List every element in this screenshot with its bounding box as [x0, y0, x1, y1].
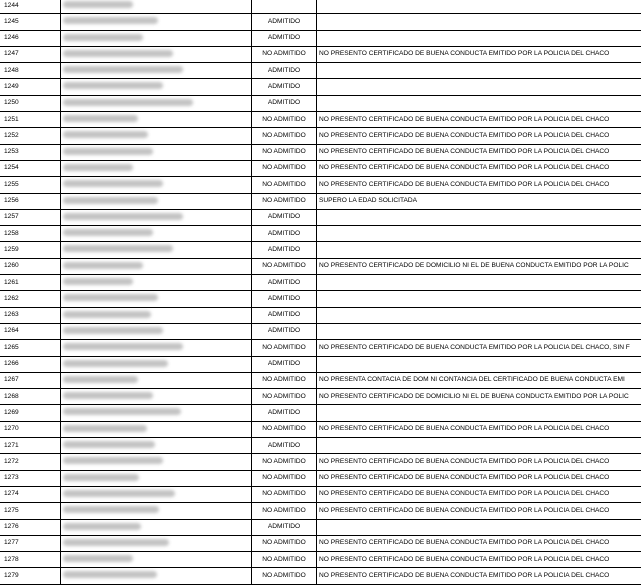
redacted-name	[63, 408, 181, 415]
row-number-cell[interactable]: 1270	[0, 421, 61, 437]
observation-cell[interactable]: SUPERO LA EDAD SOLICITADA	[317, 193, 641, 209]
name-cell[interactable]	[61, 46, 252, 62]
row-number-cell[interactable]: 1257	[0, 209, 61, 225]
status-cell[interactable]: NO ADMITIDO	[252, 389, 317, 405]
status-cell[interactable]: ADMITIDO	[252, 438, 317, 454]
name-cell[interactable]	[61, 128, 252, 144]
redacted-name	[63, 99, 193, 106]
row-number-cell[interactable]: 1251	[0, 112, 61, 128]
observation-cell[interactable]: NO PRESENTO CERTIFICADO DE BUENA CONDUCTA EMITIDO POR LA POLICIA DEL CHACO	[317, 470, 641, 486]
name-cell[interactable]	[61, 535, 252, 551]
row-number-cell[interactable]: 1274	[0, 486, 61, 502]
table-row	[0, 209, 641, 225]
table-row	[0, 470, 641, 486]
table-row	[0, 275, 641, 291]
observation-cell[interactable]	[317, 291, 641, 307]
observation-cell[interactable]	[317, 275, 641, 291]
redacted-name	[63, 180, 163, 187]
status-cell[interactable]: NO ADMITIDO	[252, 144, 317, 160]
name-cell[interactable]	[61, 14, 252, 30]
name-cell[interactable]	[61, 486, 252, 502]
table-row	[0, 340, 641, 356]
observation-cell[interactable]: NO PRESENTO CERTIFICADO DE BUENA CONDUCTA EMITIDO POR LA POLICIA DEL CHACO	[317, 112, 641, 128]
redacted-name	[63, 262, 143, 269]
table-row	[0, 46, 641, 62]
name-cell[interactable]	[61, 63, 252, 79]
status-cell[interactable]: NO ADMITIDO	[252, 470, 317, 486]
table-row	[0, 112, 641, 128]
table-row	[0, 193, 641, 209]
table-row	[0, 30, 641, 46]
redacted-name	[63, 539, 169, 546]
observation-cell[interactable]	[317, 95, 641, 111]
name-cell[interactable]	[61, 405, 252, 421]
status-cell[interactable]: NO ADMITIDO	[252, 535, 317, 551]
observation-cell[interactable]	[317, 519, 641, 535]
row-number-cell[interactable]: 1247	[0, 46, 61, 62]
name-cell[interactable]	[61, 372, 252, 388]
table-row	[0, 552, 641, 568]
observation-cell[interactable]: NO PRESENTO CERTIFICADO DE BUENA CONDUCTA EMITIDO POR LA POLICIA DEL CHACO	[317, 552, 641, 568]
row-number-cell[interactable]: 1276	[0, 519, 61, 535]
observation-cell[interactable]: NO PRESENTO CERTIFICADO DE DOMICILIO NI EL DE BUENA CONDUCTA EMITIDO POR LA POLIC	[317, 389, 641, 405]
name-cell[interactable]	[61, 454, 252, 470]
status-cell[interactable]: ADMITIDO	[252, 275, 317, 291]
redacted-name	[63, 392, 153, 399]
observation-cell[interactable]	[317, 226, 641, 242]
table-row	[0, 323, 641, 339]
status-cell[interactable]: ADMITIDO	[252, 405, 317, 421]
observation-cell[interactable]: NO PRESENTO CERTIFICADO DE BUENA CONDUCTA EMITIDO POR LA POLICIA DEL CHACO	[317, 568, 641, 584]
row-number-cell[interactable]: 1265	[0, 340, 61, 356]
observation-cell[interactable]: NO PRESENTO CERTIFICADO DE BUENA CONDUCTA EMITIDO POR LA POLICIA DEL CHACO, SIN F	[317, 340, 641, 356]
status-cell[interactable]: NO ADMITIDO	[252, 128, 317, 144]
observation-cell[interactable]	[317, 438, 641, 454]
status-cell[interactable]: ADMITIDO	[252, 30, 317, 46]
observation-cell[interactable]: NO PRESENTO CERTIFICADO DE BUENA CONDUCTA EMITIDO POR LA POLICIA DEL CHACO	[317, 177, 641, 193]
redacted-name	[63, 131, 148, 138]
observation-cell[interactable]	[317, 63, 641, 79]
row-number-cell[interactable]: 1255	[0, 177, 61, 193]
row-number-cell[interactable]: 1273	[0, 470, 61, 486]
name-cell[interactable]	[61, 519, 252, 535]
row-number-cell[interactable]: 1254	[0, 160, 61, 176]
row-number-cell[interactable]: 1278	[0, 552, 61, 568]
redacted-name	[63, 294, 158, 301]
status-cell[interactable]: ADMITIDO	[252, 242, 317, 258]
table-row	[0, 160, 641, 176]
status-cell[interactable]: NO ADMITIDO	[252, 160, 317, 176]
name-cell[interactable]	[61, 389, 252, 405]
status-cell[interactable]: ADMITIDO	[252, 307, 317, 323]
status-cell[interactable]: ADMITIDO	[252, 226, 317, 242]
name-cell[interactable]	[61, 323, 252, 339]
redacted-name	[63, 311, 151, 318]
name-cell[interactable]	[61, 568, 252, 584]
table-row	[0, 454, 641, 470]
status-cell[interactable]: ADMITIDO	[252, 95, 317, 111]
status-cell[interactable]: ADMITIDO	[252, 291, 317, 307]
table-row	[0, 389, 641, 405]
observation-cell[interactable]	[317, 307, 641, 323]
table-row	[0, 177, 641, 193]
observation-cell[interactable]	[317, 242, 641, 258]
redacted-name	[63, 474, 139, 481]
row-number-cell[interactable]: 1268	[0, 389, 61, 405]
table-row	[0, 356, 641, 372]
observation-cell[interactable]: NO PRESENTO CERTIFICADO DE BUENA CONDUCTA EMITIDO POR LA POLICIA DEL CHACO	[317, 503, 641, 519]
status-cell[interactable]: NO ADMITIDO	[252, 258, 317, 274]
row-number-cell[interactable]: 1279	[0, 568, 61, 584]
observation-cell[interactable]	[317, 0, 641, 14]
table-row	[0, 307, 641, 323]
status-cell[interactable]: ADMITIDO	[252, 14, 317, 30]
row-number-cell[interactable]: 1264	[0, 323, 61, 339]
name-cell[interactable]	[61, 95, 252, 111]
redacted-name	[63, 34, 143, 41]
row-number-cell[interactable]: 1258	[0, 226, 61, 242]
status-cell[interactable]: NO ADMITIDO	[252, 177, 317, 193]
status-cell[interactable]: NO ADMITIDO	[252, 193, 317, 209]
row-number-cell[interactable]: 1256	[0, 193, 61, 209]
name-cell[interactable]	[61, 160, 252, 176]
status-cell[interactable]: NO ADMITIDO	[252, 486, 317, 502]
redacted-name	[63, 197, 158, 204]
status-cell[interactable]: ADMITIDO	[252, 356, 317, 372]
row-number-cell[interactable]: 1269	[0, 405, 61, 421]
name-cell[interactable]	[61, 258, 252, 274]
status-cell[interactable]: NO ADMITIDO	[252, 552, 317, 568]
row-number-cell[interactable]: 1263	[0, 307, 61, 323]
name-cell[interactable]	[61, 470, 252, 486]
status-cell[interactable]: NO ADMITIDO	[252, 454, 317, 470]
table-row	[0, 242, 641, 258]
status-cell[interactable]: ADMITIDO	[252, 519, 317, 535]
table-row	[0, 258, 641, 274]
redacted-name	[63, 213, 183, 220]
row-number-cell[interactable]: 1266	[0, 356, 61, 372]
observation-cell[interactable]: NO PRESENTO CERTIFICADO DE BUENA CONDUCTA EMITIDO POR LA POLICIA DEL CHACO	[317, 128, 641, 144]
observation-cell[interactable]	[317, 356, 641, 372]
status-cell[interactable]: ADMITIDO	[252, 63, 317, 79]
observation-cell[interactable]	[317, 323, 641, 339]
row-number-cell[interactable]: 1244	[0, 0, 61, 14]
observation-cell[interactable]	[317, 30, 641, 46]
redacted-name	[63, 327, 163, 334]
observation-cell[interactable]: NO PRESENTA CONTACIA DE DOM NI CONTANCIA DEL CERTIFICADO DE BUENA CONDUCTA EMI	[317, 372, 641, 388]
table-row	[0, 519, 641, 535]
table-row	[0, 128, 641, 144]
status-cell[interactable]: ADMITIDO	[252, 79, 317, 95]
row-number-cell[interactable]: 1271	[0, 438, 61, 454]
name-cell[interactable]	[61, 209, 252, 225]
redacted-name	[63, 571, 157, 578]
observation-cell[interactable]: NO PRESENTO CERTIFICADO DE BUENA CONDUCTA EMITIDO POR LA POLICIA DEL CHACO	[317, 160, 641, 176]
observation-cell[interactable]: NO PRESENTO CERTIFICADO DE DOMICILIO NI EL DE BUENA CONDUCTA EMITIDO POR LA POLIC	[317, 258, 641, 274]
observation-cell[interactable]: NO PRESENTO CERTIFICADO DE BUENA CONDUCTA EMITIDO POR LA POLICIA DEL CHACO	[317, 486, 641, 502]
name-cell[interactable]	[61, 438, 252, 454]
row-number-cell[interactable]: 1245	[0, 14, 61, 30]
row-number-cell[interactable]: 1249	[0, 79, 61, 95]
row-number-cell[interactable]: 1260	[0, 258, 61, 274]
name-cell[interactable]	[61, 552, 252, 568]
observation-cell[interactable]: NO PRESENTO CERTIFICADO DE BUENA CONDUCTA EMITIDO POR LA POLICIA DEL CHACO	[317, 144, 641, 160]
status-cell[interactable]	[252, 0, 317, 14]
redacted-name	[63, 1, 133, 8]
observation-cell[interactable]: NO PRESENTO CERTIFICADO DE BUENA CONDUCTA EMITIDO POR LA POLICIA DEL CHACO	[317, 454, 641, 470]
row-number-cell[interactable]: 1272	[0, 454, 61, 470]
name-cell[interactable]	[61, 226, 252, 242]
name-cell[interactable]	[61, 307, 252, 323]
redacted-name	[63, 523, 141, 530]
status-cell[interactable]: NO ADMITIDO	[252, 568, 317, 584]
name-cell[interactable]	[61, 177, 252, 193]
name-cell[interactable]	[61, 0, 252, 14]
name-cell[interactable]	[61, 291, 252, 307]
table-row	[0, 95, 641, 111]
row-number-cell[interactable]: 1261	[0, 275, 61, 291]
redacted-name	[63, 245, 173, 252]
row-number-cell[interactable]: 1253	[0, 144, 61, 160]
redacted-name	[63, 555, 133, 562]
name-cell[interactable]	[61, 193, 252, 209]
redacted-name	[63, 164, 133, 171]
table-row	[0, 14, 641, 30]
redacted-name	[63, 457, 163, 464]
redacted-name	[63, 441, 155, 448]
table-row	[0, 405, 641, 421]
name-cell[interactable]	[61, 421, 252, 437]
name-cell[interactable]	[61, 144, 252, 160]
status-cell[interactable]: NO ADMITIDO	[252, 503, 317, 519]
redacted-name	[63, 17, 158, 24]
redacted-name	[63, 360, 168, 367]
redacted-name	[63, 506, 159, 513]
table-row	[0, 503, 641, 519]
name-cell[interactable]	[61, 503, 252, 519]
name-cell[interactable]	[61, 356, 252, 372]
redacted-name	[63, 82, 163, 89]
row-number-cell[interactable]: 1259	[0, 242, 61, 258]
table-row	[0, 0, 641, 14]
observation-cell[interactable]: NO PRESENTO CERTIFICADO DE BUENA CONDUCTA EMITIDO POR LA POLICIA DEL CHACO	[317, 46, 641, 62]
row-number-cell[interactable]: 1252	[0, 128, 61, 144]
redacted-name	[63, 425, 147, 432]
observation-cell[interactable]	[317, 405, 641, 421]
name-cell[interactable]	[61, 79, 252, 95]
redacted-name	[63, 50, 173, 57]
table-row	[0, 144, 641, 160]
name-cell[interactable]	[61, 112, 252, 128]
redacted-name	[63, 278, 133, 285]
status-cell[interactable]: ADMITIDO	[252, 323, 317, 339]
observation-cell[interactable]	[317, 209, 641, 225]
observation-cell[interactable]: NO PRESENTO CERTIFICADO DE BUENA CONDUCTA EMITIDO POR LA POLICIA DEL CHACO	[317, 421, 641, 437]
table-row	[0, 421, 641, 437]
table-row	[0, 568, 641, 584]
redacted-name	[63, 343, 183, 350]
table-row	[0, 486, 641, 502]
observation-cell[interactable]: NO PRESENTO CERTIFICADO DE BUENA CONDUCTA EMITIDO POR LA POLICIA DEL CHACO	[317, 535, 641, 551]
table-row	[0, 535, 641, 551]
status-cell[interactable]: NO ADMITIDO	[252, 372, 317, 388]
row-number-cell[interactable]: 1246	[0, 30, 61, 46]
table-row	[0, 63, 641, 79]
status-cell[interactable]: ADMITIDO	[252, 209, 317, 225]
row-number-cell[interactable]: 1248	[0, 63, 61, 79]
observation-cell[interactable]	[317, 14, 641, 30]
name-cell[interactable]	[61, 340, 252, 356]
row-number-cell[interactable]: 1250	[0, 95, 61, 111]
table-row	[0, 291, 641, 307]
redacted-name	[63, 376, 138, 383]
table-row	[0, 226, 641, 242]
table-row	[0, 372, 641, 388]
redacted-name	[63, 490, 175, 497]
status-cell[interactable]: NO ADMITIDO	[252, 112, 317, 128]
redacted-name	[63, 148, 153, 155]
status-cell[interactable]: NO ADMITIDO	[252, 421, 317, 437]
row-number-cell[interactable]: 1277	[0, 535, 61, 551]
status-cell[interactable]: NO ADMITIDO	[252, 46, 317, 62]
name-cell[interactable]	[61, 275, 252, 291]
table-row	[0, 79, 641, 95]
row-number-cell[interactable]: 1262	[0, 291, 61, 307]
redacted-name	[63, 115, 138, 122]
row-number-cell[interactable]: 1275	[0, 503, 61, 519]
observation-cell[interactable]	[317, 79, 641, 95]
table-row	[0, 438, 641, 454]
name-cell[interactable]	[61, 30, 252, 46]
name-cell[interactable]	[61, 242, 252, 258]
redacted-name	[63, 66, 183, 73]
status-cell[interactable]: NO ADMITIDO	[252, 340, 317, 356]
row-number-cell[interactable]: 1267	[0, 372, 61, 388]
redacted-name	[63, 229, 153, 236]
